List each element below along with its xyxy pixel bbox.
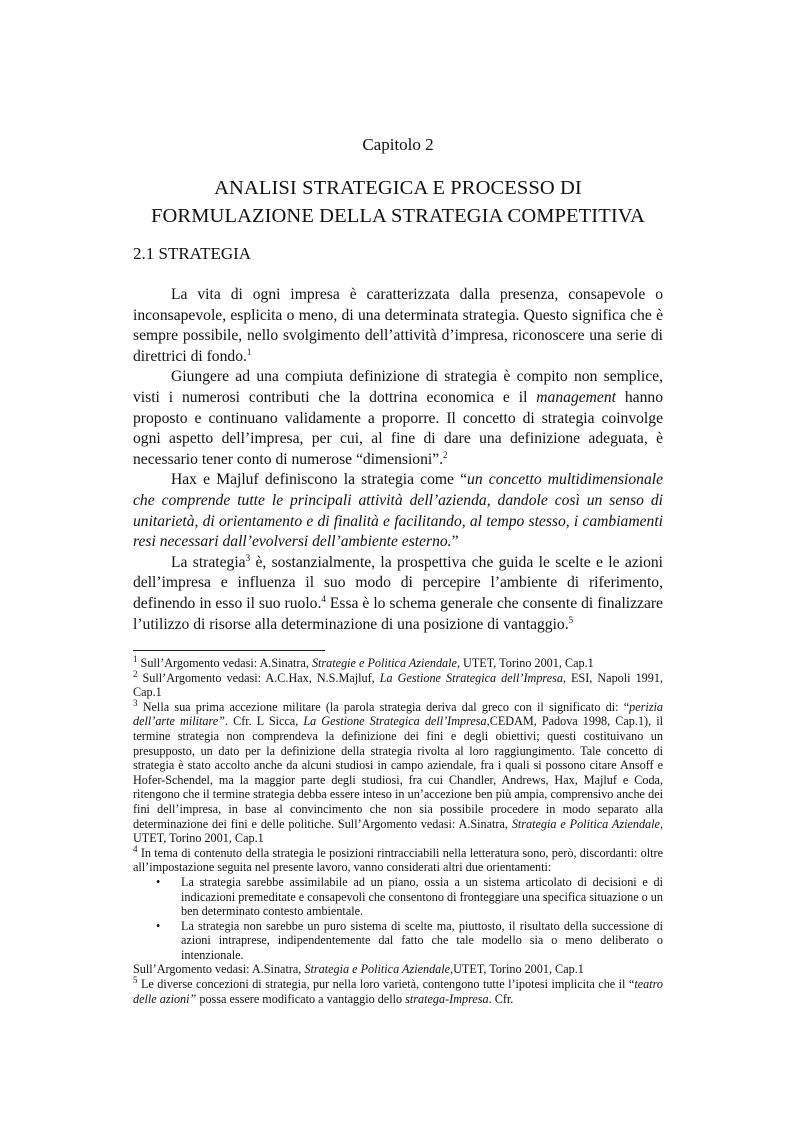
body-text xyxy=(133,285,663,635)
paragraph-1: La vita di ogni impresa è caratterizzata dalla presenza, consapevole o inconsapevole, esplicita o meno, di una determinata strategia. Questo significa che è sempre possibile, nello svolgimento dell’attività d’impresa, riconoscere una serie di direttrici di fondo.$^1$ xyxy=(133,286,663,365)
footnotes xyxy=(133,653,664,1006)
footnote-3: $^3$ Nella sua prima accezione militare (la parola strategia deriva dal greco con il significato di: “perizia dell’arte militare”. Cfr. L Sicca, La Gestione Strategica dell’Impresa,CEDAM, Padova 1998, Cap.1), il termine strategia non comprendeva la definizione dei fini e degli obiettivi; questi costituivano un presupposto, un dato per la definizione della strategia rivolta al loro raggiungimento. Tale concetto di strategia è stato accolto anche da alcuni studiosi in campo aziendale, fra i quali si possono citare Ansoff e Hofer-Schendel, ma la maggior parte degli studiosi, fra cui Chandler, Andrews, Hax, Majluf e Coda, ritengono che il termine strategia debba essere inteso in un’accezione ben più ampia, comprensivo anche dei fini dell’impresa, in base al convincimento che non sia possibile procedere in modo separato alla determinazione dei fini e delle politiche. Sull’Argomento vedasi: A.Sinatra, Strategia e Politica Aziendale, UTET, Torino 2001, Cap.1 xyxy=(133,697,663,846)
footnote-2: $^2$ Sull’Argomento vedasi: A.C.Hax, N.S.Majluf, La Gestione Strategica dell’Impresa, ESI, Napoli 1991, Cap.1 xyxy=(133,668,664,700)
footnote-separator xyxy=(133,650,325,651)
paragraph-3: Hax e Majluf definiscono la strategia come “un concetto multidimensionale che comprende tutte le principali attività dell’azienda, dandole così un senso di unitarietà, di orientamento e di finalità e facilitando, al tempo stesso, i cambiamenti resi necessari dall’evolversi dell’ambiente esterno.” xyxy=(133,471,663,551)
paragraph-4: La strategia$^3$ è, sostanzialmente, la prospettiva che guida le scelte e le azioni dell’impresa e influenza il suo modo di percepire l’ambiente di riferimento, definendo in esso il suo ruolo.$^4$ Essa è lo schema generale che consente di finalizzare l’utilizzo di risorse alla determinazione di una posizione di vantaggio.$^5$ xyxy=(133,552,663,633)
section-heading: 2.1 STRATEGIA xyxy=(133,244,252,263)
quotation: un concetto multidimensionale che comprende tutte le principali attività dell’azienda, dandole così un senso di unitarietà, di orientamento e di finalità e facilitando, al tempo stesso, i cambiamenti resi necessari dall’evolversi dell’ambiente esterno. xyxy=(133,471,663,551)
footnote-ref-4: 4 xyxy=(321,593,326,604)
footnote-ref-3: 3 xyxy=(245,552,251,563)
list-item: • La strategia sarebbe assimilabile ad un piano, ossia a un sistema articolato di decisioni e di indicazioni premeditate e consapevoli che consentono di fronteggiare una specifica situazione o un ben determinato contesto ambientale. xyxy=(156,874,663,919)
footnote-1: $^1$ Sull’Argomento vedasi: A.Sinatra, Strategie e Politica Aziendale, UTET, Torino 2001, Cap.1 xyxy=(133,653,594,670)
footnote-ref-5: 5 xyxy=(568,614,574,625)
footnote-5: $^5$ Le diverse concezioni di strategia, pur nella loro varietà, contengono tutte l’ipotesi implicita che il “teatro delle azioni” possa essere modificato a vantaggio dello stratega-Impresa. Cfr. xyxy=(133,975,663,1006)
footnote-4-source: Sull’Argomento vedasi: A.Sinatra, Strategia e Politica Aziendale,UTET, Torino 2001, Cap.1 xyxy=(133,962,584,977)
paragraph-2: Giungere ad una compiuta definizione di strategia è compito non semplice, visti i numerosi contributi che la dottrina economica e il management hanno proposto e continuano validamente a proporre. Il concetto di strategia coinvolge ogni aspetto dell’impresa, per cui, al fine di dare una definizione adeguata, è necessario tener conto di numerose “dimensioni”.$^2$ xyxy=(133,368,663,468)
footnote-4: $^4$ In tema di contenuto della strategia le posizioni rintracciabili nella letteratura sono, però, discordanti: oltre all’impostazione seguita nel presente lavoro, vanno considerati altri due orientamenti: xyxy=(133,843,663,875)
bullet-icon: • xyxy=(156,918,161,933)
list-item: • La strategia non sarebbe un puro sistema di scelte ma, piuttosto, il risultato della successione di azioni intraprese, indipendentemente dal fatto che tale modello sia o meno deliberato o intenzionale. xyxy=(156,918,663,962)
chapter-title-line-2: FORMULAZIONE DELLA STRATEGIA COMPETITIVA xyxy=(151,205,645,227)
bullet-icon: • xyxy=(156,874,161,889)
chapter-label: Capitolo 2 xyxy=(362,135,434,154)
chapter-title-line-1: ANALISI STRATEGICA E PROCESSO DI xyxy=(214,177,582,199)
chapter-title xyxy=(133,174,663,230)
footnote-ref-2: 2 xyxy=(443,449,448,460)
footnote-ref-1: 1 xyxy=(246,346,252,357)
footnote-4-list xyxy=(133,875,663,963)
